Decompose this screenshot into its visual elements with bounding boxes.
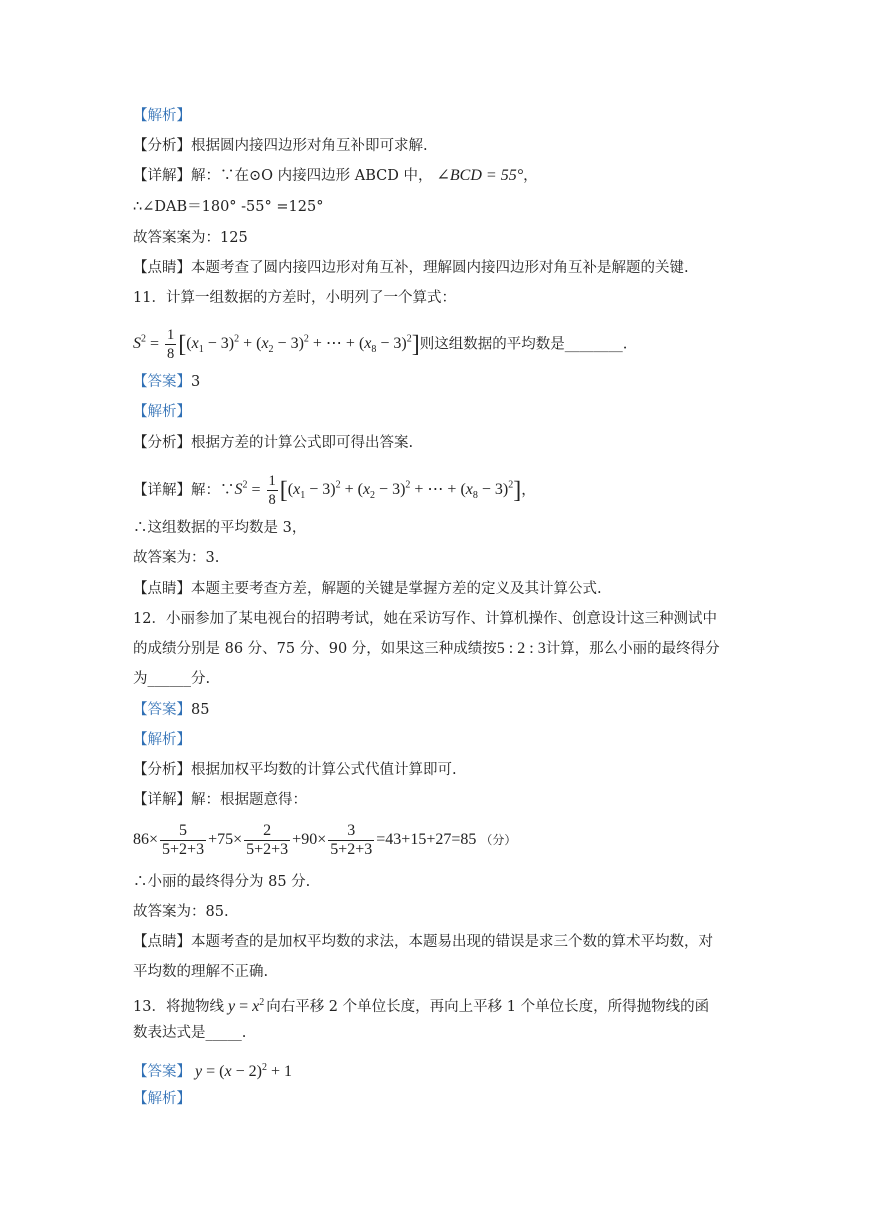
ratio-expression: 5 : 2 : 3 bbox=[496, 640, 546, 657]
solution-text: 【详解】解：∵ bbox=[133, 482, 235, 499]
question-12-line3: 为______分. bbox=[133, 671, 211, 687]
solution-line: 【详解】解：根据题意得： bbox=[133, 792, 307, 808]
answer-expression: y bbox=[195, 1062, 203, 1080]
answer-row bbox=[133, 700, 209, 720]
question-blank: 则这组数据的平均数是________. bbox=[419, 336, 628, 353]
comment-line: 【点睛】本题考查的是加权平均数的求法，本题易出现的错误是求三个数的算术平均数，对 bbox=[133, 934, 713, 950]
fraction-1-8: $\frac{1}{8}$ bbox=[167, 326, 175, 362]
angle-expression: ∠BCD = 55° bbox=[436, 167, 524, 184]
analysis-line: 【分析】根据圆内接四边形对角互补即可求解. bbox=[133, 138, 428, 154]
solution-text: 【详解】解：∵在⊙O 内接四边形 ABCD 中， bbox=[133, 168, 433, 184]
result-line: ∴这组数据的平均数是 3， bbox=[133, 520, 307, 536]
analysis-line: 【分析】根据加权平均数的计算公式代值计算即可. bbox=[133, 762, 457, 778]
variance-formula-line: $S^2$ = $\frac{1}{8}$ [$(x_1 - 3)^2 + (x_2 - 3)^2$ + ⋯ + $(x_8 - 3)^2$]则这组数据的平均数是________. bbox=[133, 326, 628, 362]
question-12: 12．小丽参加了某电视台的招聘考试，她在采访写作、计算机操作、创意设计这三种测试中 bbox=[133, 611, 717, 627]
answer-value: 85 bbox=[191, 702, 210, 718]
question-12-line2: 的成绩分别是 86 分、75 分、90 分，如果这三种成绩按5 : 2 : 3计算，那么小丽的最终得分 bbox=[133, 640, 720, 657]
answer-row: 【答案】 $y = (x - 2)^2 + 1$ bbox=[133, 1062, 292, 1080]
answer-line: 故答案为：85. bbox=[133, 904, 229, 920]
analysis-heading: 【解析】 bbox=[133, 1091, 191, 1107]
weighted-mean-formula: 86× $\frac{5}{5+2+3}$ +75× $\frac{2}{5+2+3}$ +90× $\frac{3}{5+2+3}$ =43+15+27=85 （分） bbox=[133, 821, 517, 858]
analysis-line: 【分析】根据方差的计算公式即可得出答案. bbox=[133, 435, 414, 451]
analysis-heading: 【解析】 bbox=[133, 108, 191, 124]
variance-formula: $S^2$ bbox=[133, 334, 146, 353]
question-11: 11．计算一组数据的方差时，小明列了一个算式： bbox=[133, 290, 456, 306]
question-13: 13．将抛物线 $y = x^2$ 向右平移 2 个单位长度，再向上平移 1 个单位长度，所得抛物线的函 bbox=[133, 997, 710, 1015]
unit: （分） bbox=[480, 833, 517, 847]
answer-label: 【答案】 bbox=[133, 1063, 191, 1080]
answer-line: 故答案为：3. bbox=[133, 550, 220, 566]
question-13-line2: 数表达式是_____. bbox=[133, 1025, 247, 1041]
comma: ， bbox=[523, 168, 538, 184]
answer-line: 故答案案为：125 bbox=[133, 230, 248, 246]
answer-row bbox=[133, 372, 200, 392]
comment-line: 【点睛】本题考查了圆内接四边形对角互补，理解圆内接四边形对角互补是解题的关键. bbox=[133, 260, 689, 276]
solution-formula-line: 【详解】解：$\because S^2$ = $\frac{1}{8}$ [$(x_1 - 3)^2 + (x_2 - 3)^2$ + ⋯ + $(x_8 - 3)^2$]， bbox=[133, 472, 536, 508]
analysis-heading: 【解析】 bbox=[133, 732, 191, 748]
comment-line-2: 平均数的理解不正确. bbox=[133, 964, 269, 980]
result-line: ∴小丽的最终得分为 85 分. bbox=[133, 874, 311, 890]
result-line: ∴∠DAB＝180° -55° =125° bbox=[133, 199, 324, 215]
answer-value: 3 bbox=[191, 374, 201, 390]
comment-line: 【点睛】本题主要考查方差，解题的关键是掌握方差的定义及其计算公式. bbox=[133, 581, 602, 597]
answer-label: 【答案】 bbox=[133, 374, 191, 390]
solution-line bbox=[133, 166, 538, 186]
fraction-1-8: $\frac{1}{8}$ bbox=[268, 472, 276, 508]
answer-label: 【答案】 bbox=[133, 702, 191, 718]
analysis-heading: 【解析】 bbox=[133, 404, 191, 420]
formula-result: =43+15+27=85 bbox=[376, 831, 477, 848]
